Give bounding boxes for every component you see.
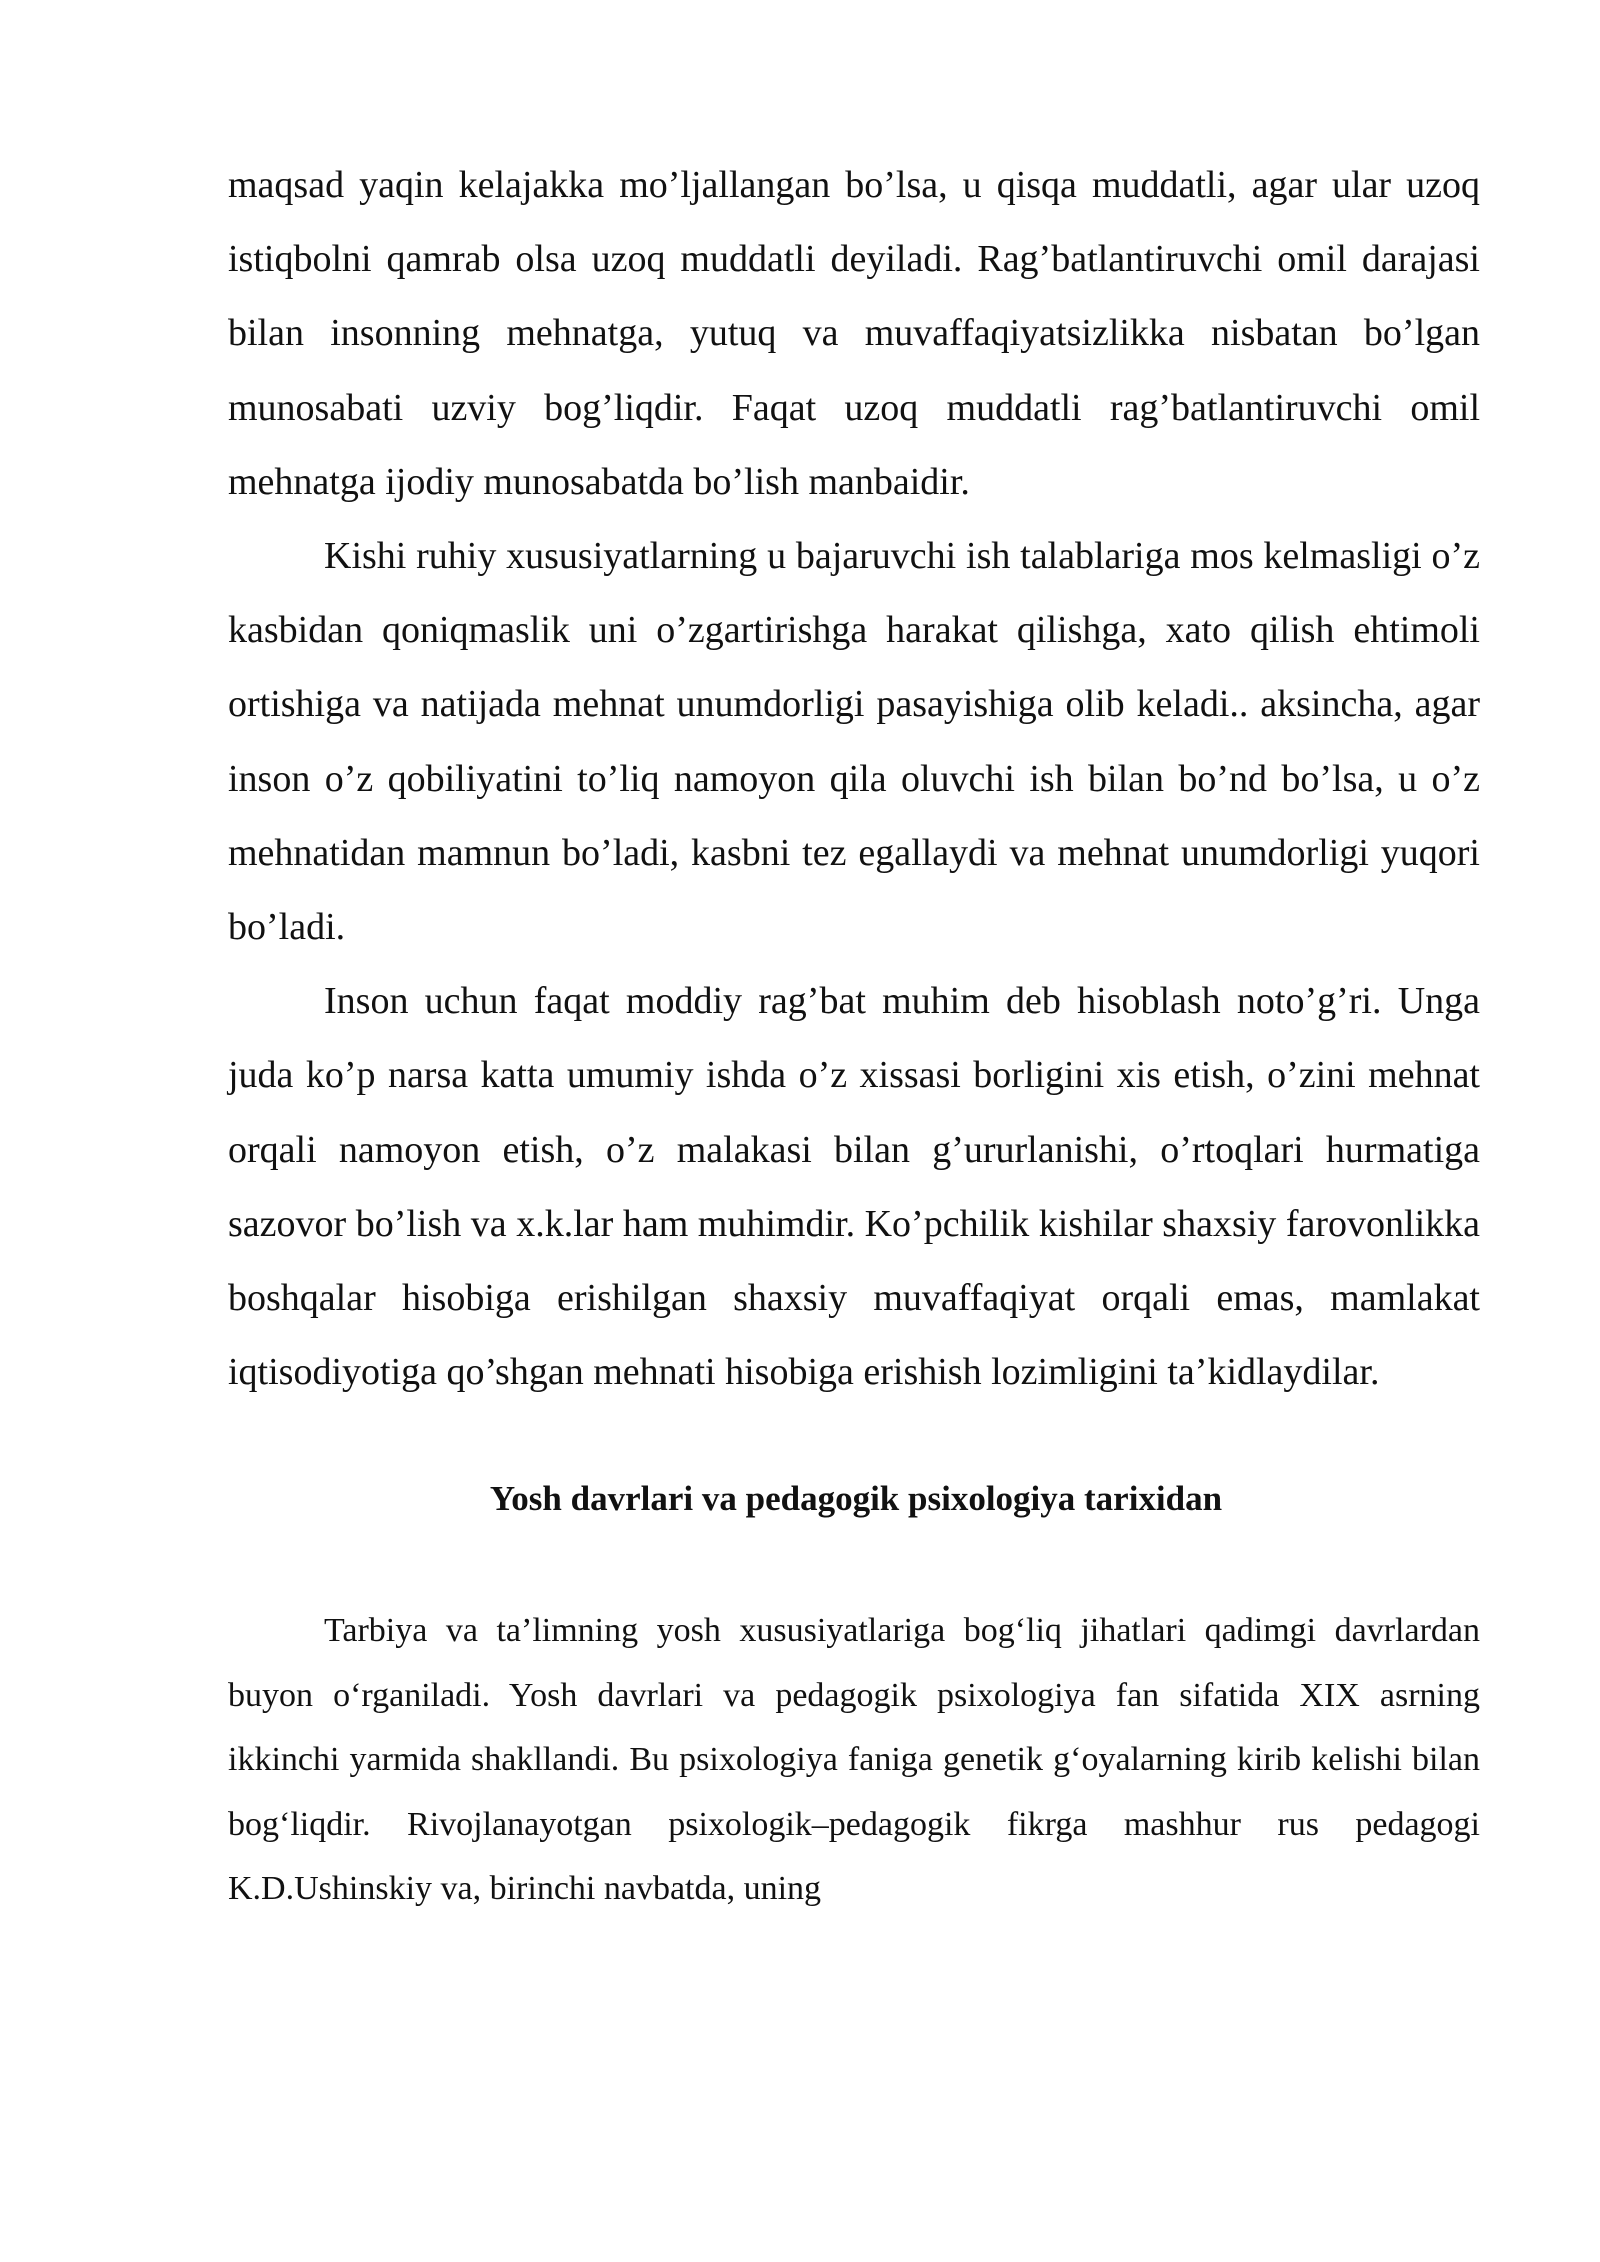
section-paragraph: Tarbiya va ta’limning yosh xususiyatlariga bog‘liq jihatlari qadimgi davrlardan buyon o‘rganiladi. Yosh davrlari va pedagogik psixologiya fan sifatida XIX asrning ikkinchi yarmida shakllandi. Bu psixologiya faniga genetik g‘oyalarning kirib kelishi bilan bog‘liqdir. Rivojlanayotgan psixologik–pedagogik fikrga mashhur rus pedagogi K.D.Ushinskiy va, birinchi navbatda, uning [228,1612,1480,1908]
section-heading: Yosh davrlari va pedagogik psixologiya tarixidan [489,1479,1223,1519]
body-paragraph: maqsad yaqin kelajakka mo’ljallangan bo’lsa, u qisqa muddatli, agar ular uzoq istiqbolni qamrab olsa uzoq muddatli deyiladi. Rag’batlantiruvchi omil darajasi bilan insonning mehnatga, yutuq va muvaffaqiyatsizlikka nisbatan bo’lgan munosabati uzviy bog’liqdir. Faqat uzoq muddatli rag’batlantiruvchi omil mehnatga ijodiy munosabatda bo’lish manbaidir. [228,164,1480,503]
body-paragraph: Inson uchun faqat moddiy rag’bat muhim deb hisoblash noto’g’ri. Unga juda ko’p narsa katta umumiy ishda o’z xissasi borligini xis etish, o’zini mehnat orqali namoyon etish, o’z malakasi bilan g’ururlanishi, o’rtoqlari hurmatiga sazovor bo’lish va x.k.lar ham muhimdir. Ko’pchilik kishilar shaxsiy farovonlikka boshqalar hisobiga erishilgan shaxsiy muvaffaqiyat orqali emas, mamlakat iqtisodiyotiga qo’shgan mehnati hisobiga erishish lozimligini ta’kidlaydilar. [228,980,1480,1394]
document-page [228,148,1480,1922]
body-paragraph: Kishi ruhiy xususiyatlarning u bajaruvchi ish talablariga mos kelmasligi o’z kasbidan qoniqmaslik uni o’zgartirishga harakat qilishga, xato qilish ehtimoli ortishiga va natijada mehnat unumdorligi pasayishiga olib keladi.. aksincha, agar inson o’z qobiliyatini to’liq namoyon qila oluvchi ish bilan bo’nd bo’lsa, u o’z mehnatidan mamnun bo’ladi, kasbni tez egallaydi va mehnat unumdorligi yuqori bo’ladi. [228,535,1480,949]
